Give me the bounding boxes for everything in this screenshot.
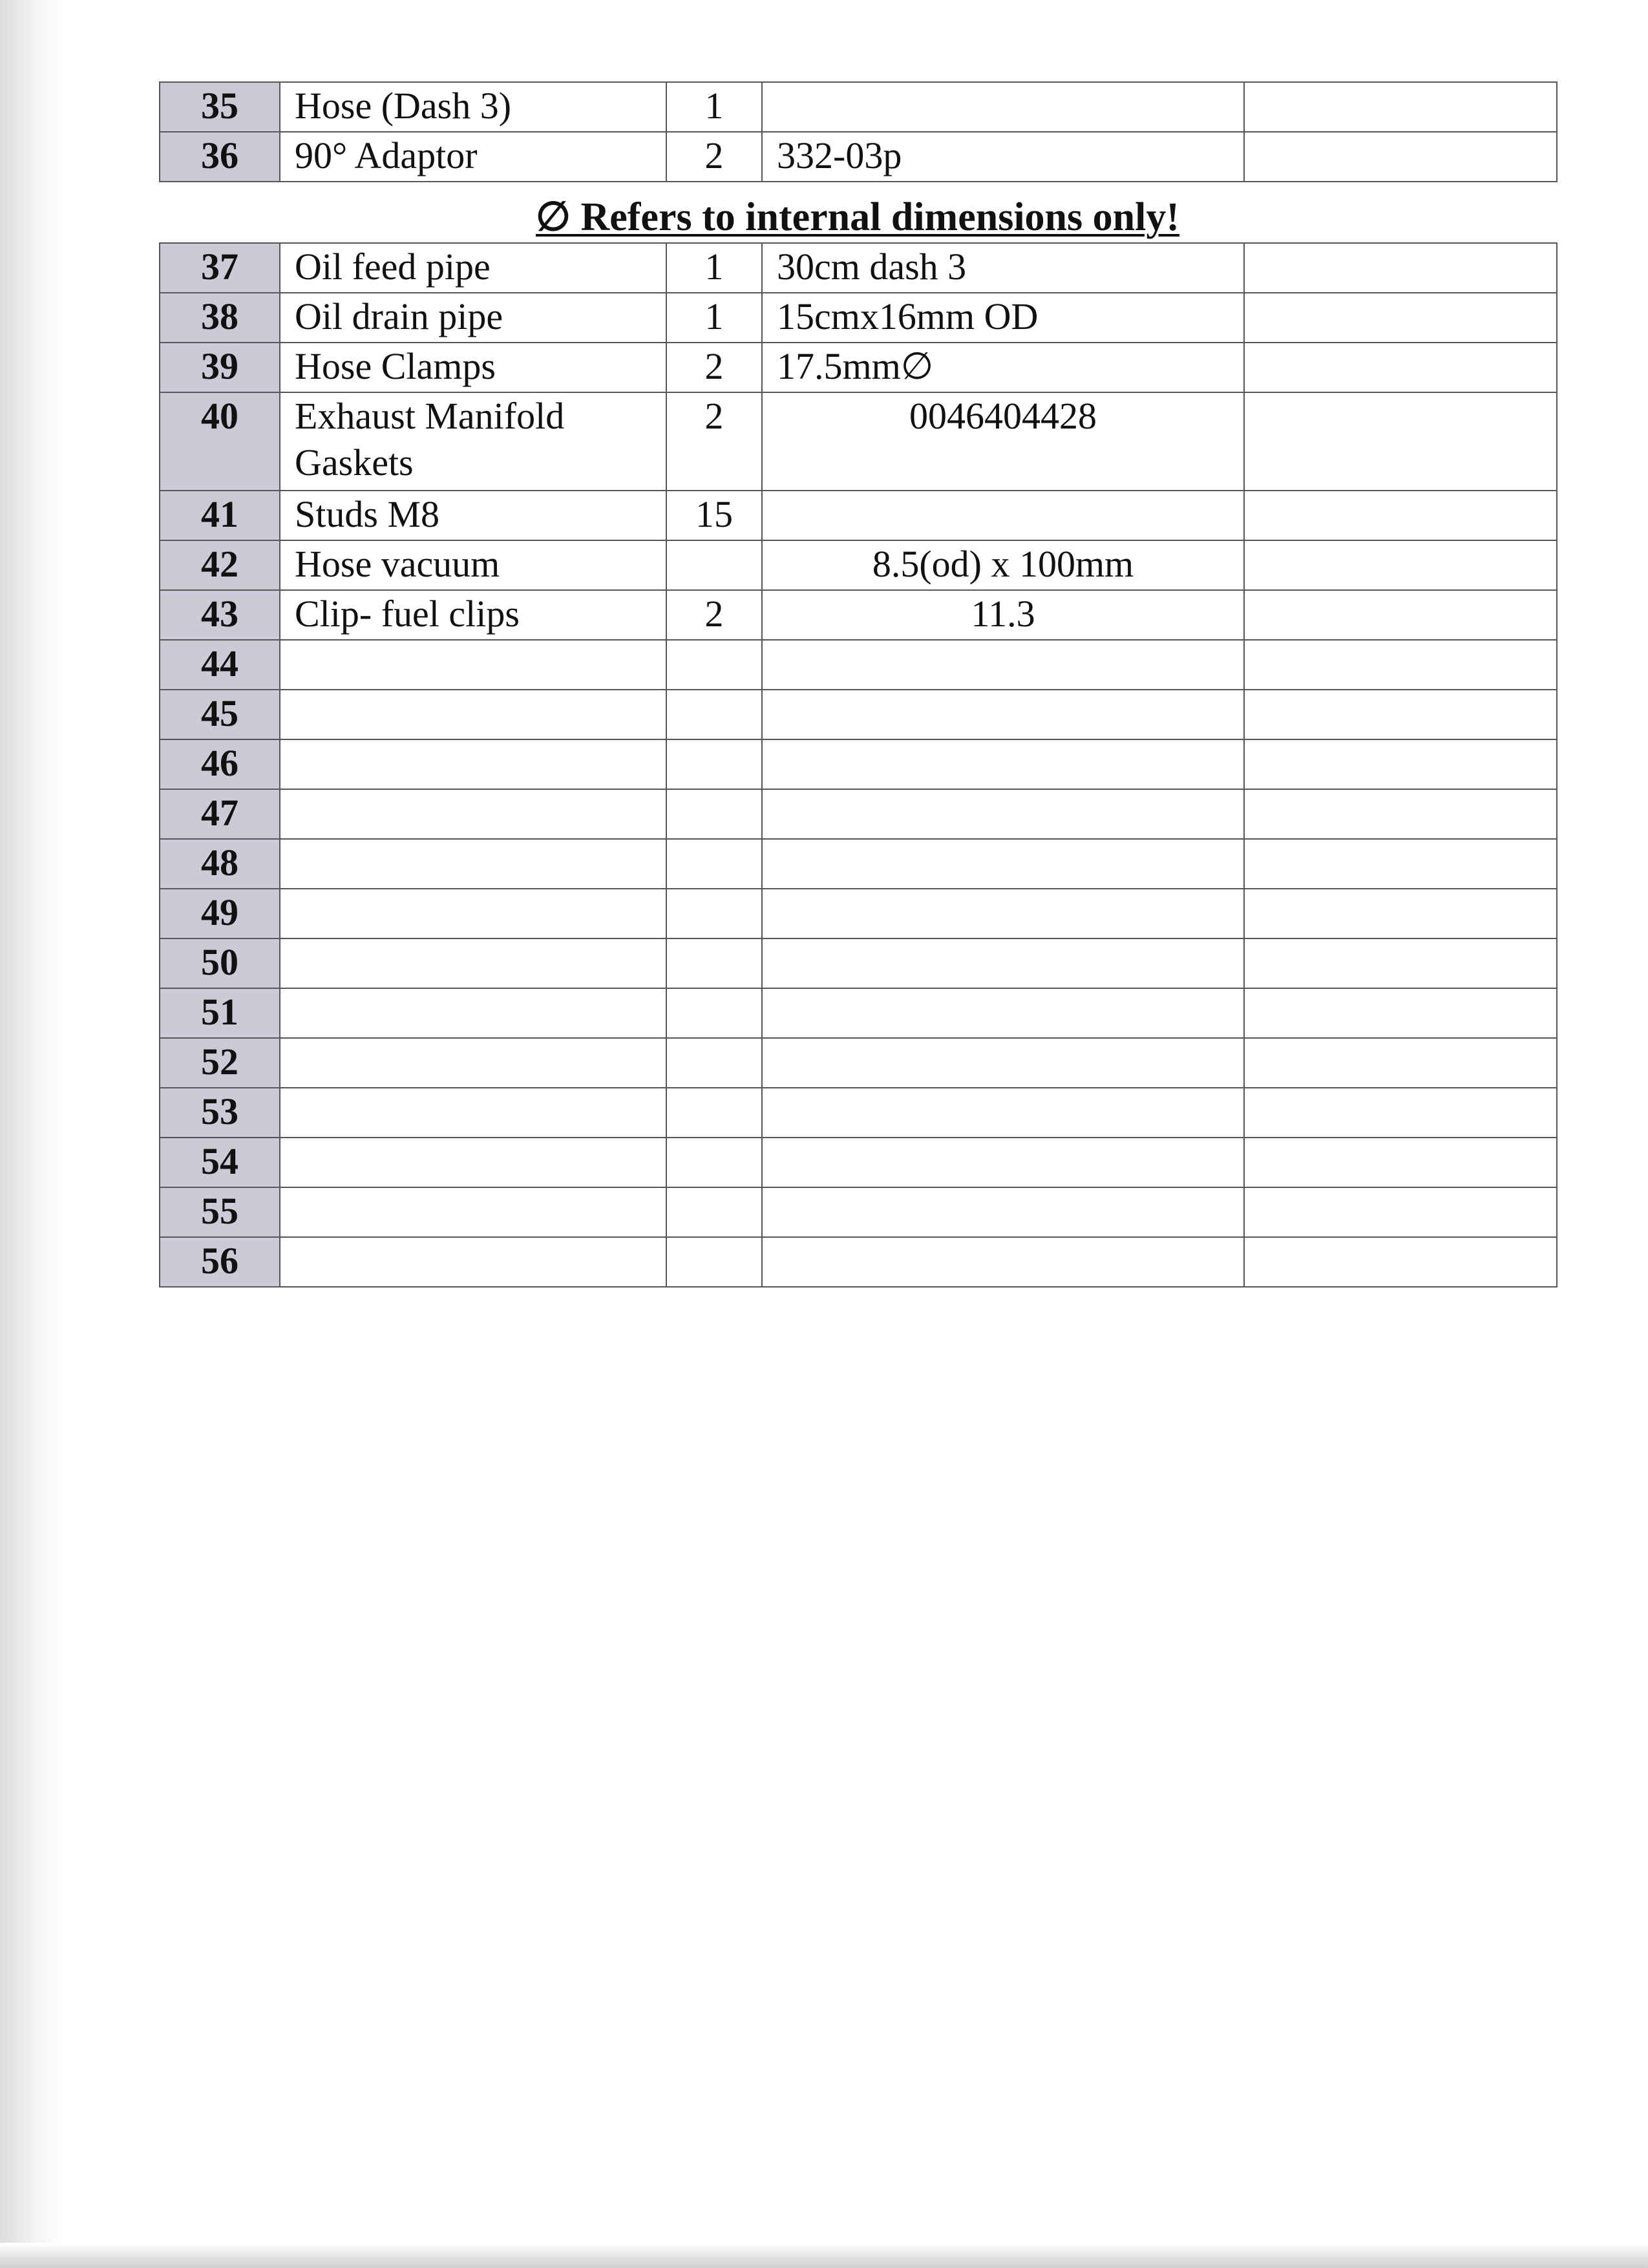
quantity-cell [666,889,762,938]
part-number-cell [762,789,1244,839]
description-cell [280,1138,666,1187]
description-cell: Oil drain pipe [280,293,666,343]
row-number-cell: 39 [160,343,280,392]
part-number-cell [762,82,1244,132]
quantity-cell: 2 [666,132,762,182]
part-number-cell [762,739,1244,789]
row-number-cell: 41 [160,491,280,540]
scan-shadow-bottom [0,2243,1648,2268]
quantity-cell [666,540,762,590]
description-cell [280,789,666,839]
table-row [160,132,1557,182]
notes-cell [1244,1038,1557,1088]
quantity-cell [666,839,762,889]
notes-cell [1244,540,1557,590]
part-number-cell [762,1038,1244,1088]
table-row [160,293,1557,343]
table-row [160,243,1557,293]
row-number-cell: 37 [160,243,280,293]
table-row [160,82,1557,132]
dimension-note: ∅ Refers to internal dimensions only! [535,195,1180,239]
table-row [160,540,1557,590]
description-cell [280,889,666,938]
description-cell [280,690,666,739]
notes-cell [1244,343,1557,392]
part-number-cell: 0046404428 [762,392,1244,491]
row-number-cell: 55 [160,1187,280,1237]
description-cell: 90° Adaptor [280,132,666,182]
part-number-cell: 15cmx16mm OD [762,293,1244,343]
quantity-cell [666,739,762,789]
table-row [160,938,1557,988]
row-number-cell: 49 [160,889,280,938]
row-number-cell: 54 [160,1138,280,1187]
notes-cell [1244,839,1557,889]
table-row [160,640,1557,690]
row-number-cell: 42 [160,540,280,590]
quantity-cell [666,1038,762,1088]
description-cell [280,839,666,889]
table-row [160,988,1557,1038]
quantity-cell: 1 [666,243,762,293]
parts-table-main [159,242,1558,1288]
table-row [160,392,1557,491]
quantity-cell [666,938,762,988]
quantity-cell: 15 [666,491,762,540]
description-cell: Hose Clamps [280,343,666,392]
row-number-cell: 52 [160,1038,280,1088]
description-cell [280,640,666,690]
notes-cell [1244,1187,1557,1237]
quantity-cell: 2 [666,392,762,491]
notes-cell [1244,491,1557,540]
table-row [160,1088,1557,1138]
table-row [160,690,1557,739]
notes-cell [1244,1237,1557,1287]
quantity-cell [666,1088,762,1138]
table-row [160,789,1557,839]
description-cell [280,1237,666,1287]
parts-table-top [159,81,1558,182]
description-cell: Studs M8 [280,491,666,540]
quantity-cell [666,1187,762,1237]
part-number-cell [762,491,1244,540]
table-row [160,889,1557,938]
part-number-cell [762,1237,1244,1287]
row-number-cell: 51 [160,988,280,1038]
table-row [160,739,1557,789]
part-number-cell: 332-03p [762,132,1244,182]
part-number-cell [762,988,1244,1038]
row-number-cell: 40 [160,392,280,491]
table-row [160,1138,1557,1187]
table-row [160,343,1557,392]
row-number-cell: 38 [160,293,280,343]
part-number-cell [762,1088,1244,1138]
row-number-cell: 35 [160,82,280,132]
row-number-cell: 48 [160,839,280,889]
description-cell [280,1038,666,1088]
row-number-cell: 44 [160,640,280,690]
quantity-cell [666,640,762,690]
description-cell: Hose (Dash 3) [280,82,666,132]
notes-cell [1244,1138,1557,1187]
quantity-cell: 2 [666,343,762,392]
description-cell: Exhaust Manifold Gaskets [280,392,666,491]
row-number-cell: 43 [160,590,280,640]
notes-cell [1244,889,1557,938]
row-number-cell: 53 [160,1088,280,1138]
notes-cell [1244,82,1557,132]
description-cell [280,988,666,1038]
part-number-cell [762,938,1244,988]
row-number-cell: 47 [160,789,280,839]
description-cell: Oil feed pipe [280,243,666,293]
notes-cell [1244,392,1557,491]
row-number-cell: 46 [160,739,280,789]
description-cell [280,938,666,988]
table-row [160,491,1557,540]
quantity-cell [666,988,762,1038]
table-row [160,1038,1557,1088]
notes-cell [1244,293,1557,343]
table-row [160,1237,1557,1287]
row-number-cell: 36 [160,132,280,182]
description-cell: Hose vacuum [280,540,666,590]
part-number-cell: 17.5mm∅ [762,343,1244,392]
notes-cell [1244,640,1557,690]
part-number-cell [762,839,1244,889]
quantity-cell: 2 [666,590,762,640]
scan-shadow-left [0,0,62,2268]
part-number-cell: 11.3 [762,590,1244,640]
row-number-cell: 56 [160,1237,280,1287]
row-number-cell: 45 [160,690,280,739]
table-row [160,839,1557,889]
description-cell [280,739,666,789]
quantity-cell [666,690,762,739]
part-number-cell [762,889,1244,938]
notes-cell [1244,590,1557,640]
notes-cell [1244,739,1557,789]
notes-cell [1244,132,1557,182]
description-cell: Clip- fuel clips [280,590,666,640]
notes-cell [1244,988,1557,1038]
quantity-cell [666,1237,762,1287]
part-number-cell [762,1138,1244,1187]
part-number-cell [762,640,1244,690]
part-number-cell [762,690,1244,739]
table-row [160,590,1557,640]
quantity-cell [666,1138,762,1187]
notes-cell [1244,243,1557,293]
part-number-cell [762,1187,1244,1237]
quantity-cell: 1 [666,82,762,132]
quantity-cell: 1 [666,293,762,343]
notes-cell [1244,789,1557,839]
notes-cell [1244,690,1557,739]
part-number-cell: 8.5(od) x 100mm [762,540,1244,590]
part-number-cell: 30cm dash 3 [762,243,1244,293]
description-cell [280,1187,666,1237]
table-row [160,1187,1557,1237]
notes-cell [1244,938,1557,988]
quantity-cell [666,789,762,839]
description-cell [280,1088,666,1138]
row-number-cell: 50 [160,938,280,988]
notes-cell [1244,1088,1557,1138]
